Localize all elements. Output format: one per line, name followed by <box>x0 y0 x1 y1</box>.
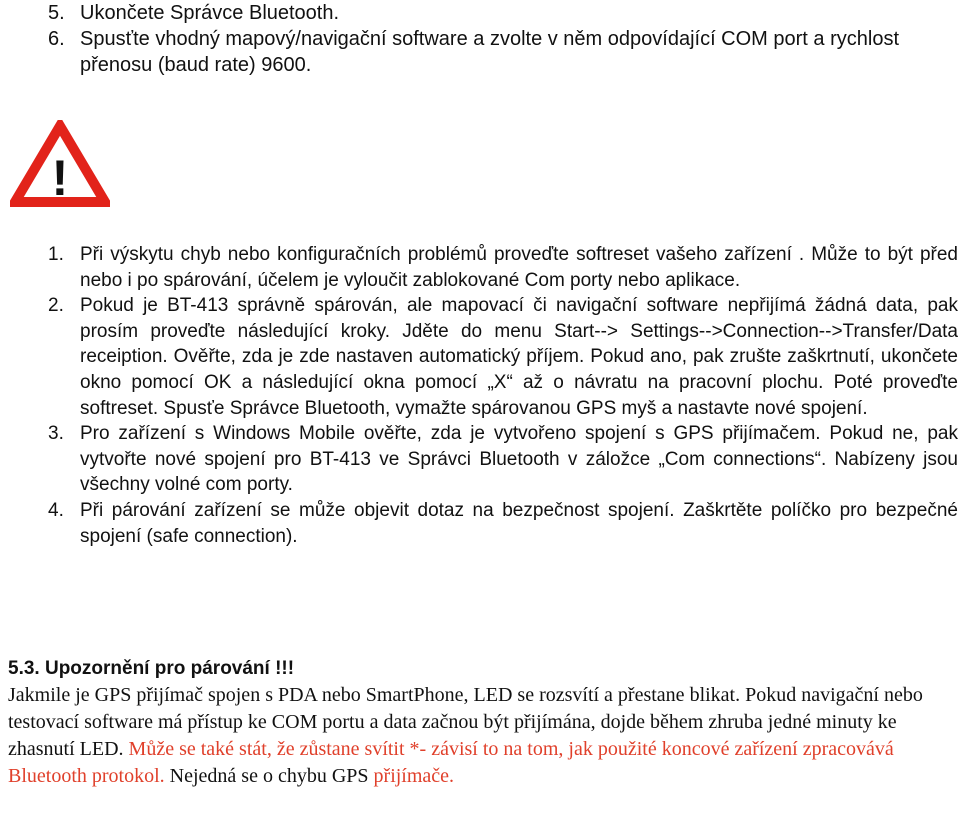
notice-text: Nejedná se o chybu GPS <box>169 765 369 787</box>
notice-highlight: Může se také stát, že zůstane svítit *- závisí to na tom, jak použité koncové zařízení zpracovává Bluetooth protokol. <box>8 738 894 787</box>
warning-exclamation-mark: ! <box>51 150 69 206</box>
notice-body <box>8 682 950 790</box>
step-number: 6. <box>48 28 65 50</box>
item-number: 2. <box>48 295 64 317</box>
setup-step-6 <box>48 26 948 78</box>
troubleshooting-item-1 <box>48 242 958 293</box>
step-number: 5. <box>48 2 65 24</box>
item-text: Pro zařízení s Windows Mobile ověřte, zda je vytvořeno spojení s GPS přijímačem. Pokud ne, pak vytvořte nové spojení pro BT-413 ve Správci Bluetooth v záložce „Com connections“. Nabízeny jsou všechny volné com porty. <box>80 423 958 496</box>
setup-step-5 <box>48 0 948 26</box>
troubleshooting-item-2 <box>48 293 958 421</box>
notice-text: Jakmile je GPS přijímač spojen s PDA nebo SmartPhone, LED se rozsvítí a přestane blikat. Pokud navigační nebo testovací software má přístup ke COM portu a data začnou být přijímána, dojde během zhruba jedné minuty ke zhasnutí LED. <box>8 684 923 760</box>
warning-triangle-icon <box>10 120 110 208</box>
item-text: Při párování zařízení se může objevit dotaz na bezpečnost spojení. Zaškrtěte políčko pro bezpečné spojení (safe connection). <box>80 499 958 547</box>
item-number: 4. <box>48 499 64 521</box>
notice-heading: 5.3. Upozornění pro párování !!! <box>8 658 295 679</box>
troubleshooting-item-3 <box>48 421 958 498</box>
step-text: Spusťte vhodný mapový/navigační software a zvolte v něm odpovídající COM port a rychlost přenosu (baud rate) 9600. <box>80 28 900 76</box>
item-number: 1. <box>48 244 64 265</box>
item-number: 3. <box>48 423 64 445</box>
notice-highlight: přijímače. <box>373 765 455 787</box>
item-text: Pokud je BT-413 správně spárován, ale mapovací či navigační software nepřijímá žádná data, pak prosím proveďte následující kroky. Jděte do menu Start--> Settings-->Connection-->Transfer/Data receiption. Ověřte, zda je zde nastaven automatický příjem. Pokud ano, pak zrušte zaškrtnutí, ukončete okno pomocí OK a následující okna pomocí „X“ až o návratu na pracovní plochu. Poté proveďte softreset. Spusťe Správce Bluetooth, vymažte spárovanou GPS myš a nastavte nové spojení. <box>80 295 958 419</box>
setup-steps <box>48 0 948 78</box>
item-text: Při výskytu chyb nebo konfiguračních problémů proveďte softreset vašeho zařízení . Může to být před nebo i po spárování, účelem je vyloučit zablokované Com porty nebo aplikace. <box>80 244 958 291</box>
step-text: Ukončete Správce Bluetooth. <box>80 2 340 24</box>
troubleshooting-item-4 <box>48 498 958 549</box>
troubleshooting-list <box>48 242 958 549</box>
pairing-notice <box>8 656 950 790</box>
